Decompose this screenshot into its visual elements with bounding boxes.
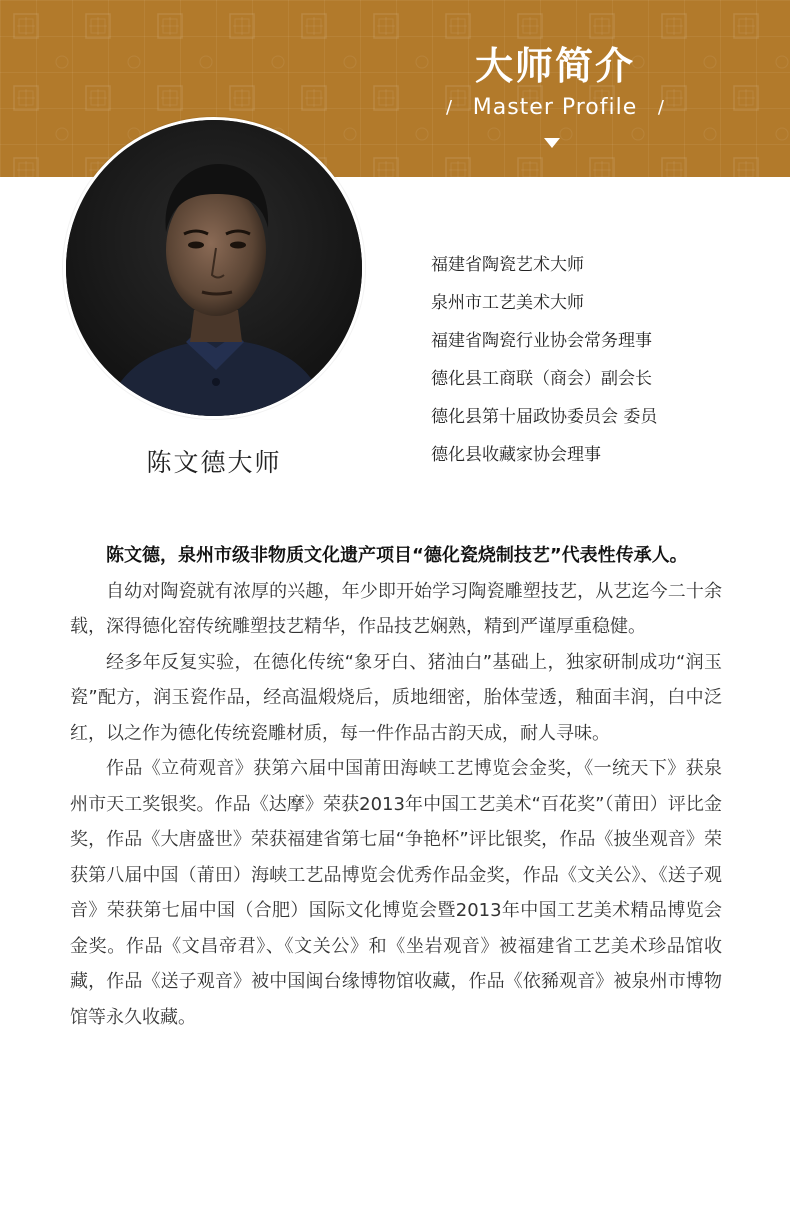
page-title: 大师简介 [474,44,635,88]
slash-right: / [657,97,664,118]
honor-title-item: 德化县工商联（商会）副会长 [431,369,652,389]
honor-titles-list [431,246,657,474]
honor-title-item: 德化县收藏家协会理事 [431,445,601,465]
bio-lead-paragraph: 陈文德，泉州市级非物质文化遗产项目“德化瓷烧制技艺”代表性传承人。 [106,545,688,566]
bio-paragraph: 自幼对陶瓷就有浓厚的兴趣，年少即开始学习陶瓷雕塑技艺，从艺迄今二十余载，深得德化窑传统雕塑技艺精华，作品技艺娴熟，精到严谨厚重稳健。 [70,580,722,637]
subtitle-row [440,94,670,122]
honor-title-item: 福建省陶瓷行业协会常务理事 [431,331,652,351]
portrait-photo-icon [66,120,362,416]
honor-title-item: 福建省陶瓷艺术大师 [431,255,584,275]
slash-left: / [446,97,453,118]
page-subtitle: Master Profile [472,95,638,120]
master-name: 陈文德大师 [146,448,282,477]
honor-title-item: 德化县第十届政协委员会 委员 [431,407,658,427]
biography [70,538,722,1035]
master-portrait [63,117,365,419]
down-arrow-icon [544,138,560,148]
bio-paragraph: 作品《立荷观音》获第六届中国莆田海峡工艺博览会金奖，《一统天下》获泉州市天工奖银奖。作品《达摩》荣获2013年中国工艺美术“百花奖”（莆田）评比金奖，作品《大唐盛世》荣获福建省第七届“争艳杯”评比银奖，作品《披坐观音》荣获第八届中国（莆田）海峡工艺品博览会优秀作品金奖，作品《文关公》、《送子观音》荣获第七届中国（合肥）国际文化博览会暨2013年中国工艺美术精品博览会金奖。作品《文昌帝君》、《文关公》和《坐岩观音》被福建省工艺美术珍品馆收藏，作品《送子观音》被中国闽台缘博物馆收藏，作品《依豨观音》被泉州市博物馆等永久收藏。 [70,758,722,1028]
honor-title-item: 泉州市工艺美术大师 [431,293,584,313]
bio-paragraph: 经多年反复实验，在德化传统“象牙白、猪油白”基础上，独家研制成功“润玉瓷”配方，润玉瓷作品，经高温煅烧后，质地细密，胎体莹透，釉面丰润，白中泛红，以之作为德化传统瓷雕材质，每一件作品古韵天成，耐人寻味。 [70,651,722,744]
